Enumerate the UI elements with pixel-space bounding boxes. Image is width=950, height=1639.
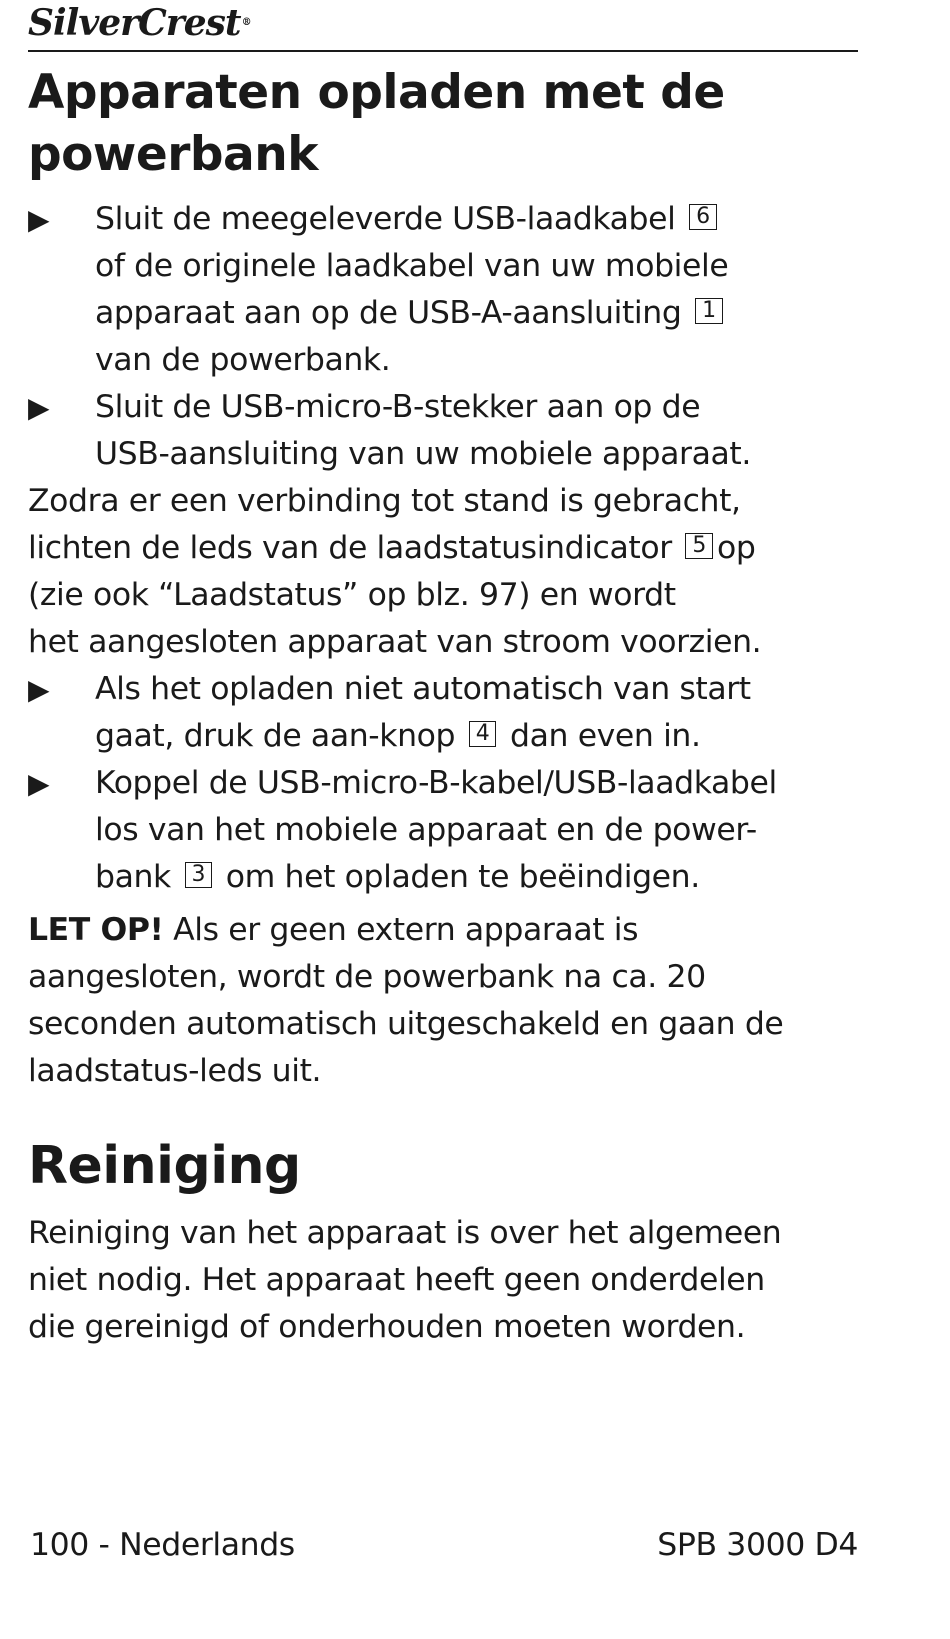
brand-logo [28, 2, 251, 44]
paragraph-line-2: lichten de leds van de laadstatusindicator [28, 530, 672, 566]
part-number-box: 5 [685, 533, 713, 559]
cleaning-line-2: niet nodig. Het apparaat heeft geen onderdelen [28, 1262, 765, 1298]
charging-content [28, 196, 858, 1095]
step-4-line-1: Koppel de USB-micro-B-kabel/USB-laadkabel [95, 765, 777, 801]
warning-line-4: laadstatus-leds uit. [28, 1053, 322, 1089]
cleaning-paragraph [28, 1210, 858, 1351]
warning-line-1: Als er geen extern apparaat is [173, 912, 639, 948]
instruction-step-3 [28, 666, 858, 760]
step-4-line-3-end: om het opladen te beëindigen. [225, 859, 700, 895]
step-3-line-2-end: dan even in. [510, 718, 701, 754]
part-number-box: 3 [185, 862, 213, 888]
cleaning-line-3: die gereinigd of onderhouden moeten worden. [28, 1309, 746, 1345]
step-4-line-2: los van het mobiele apparaat en de power- [95, 812, 757, 848]
brand-name: SilverCrest [28, 2, 241, 44]
arrow-right-icon: ▶ [28, 767, 50, 800]
arrow-right-icon: ▶ [28, 391, 50, 424]
section-heading-cleaning: Reiniging [28, 1136, 301, 1196]
heading-line-2: powerbank [28, 127, 318, 182]
page-number-label: 100 - Nederlands [30, 1527, 295, 1563]
model-number: SPB 3000 D4 [657, 1527, 858, 1563]
cleaning-line-1: Reiniging van het apparaat is over het algemeen [28, 1215, 782, 1251]
part-number-box: 1 [695, 298, 723, 324]
arrow-right-icon: ▶ [28, 673, 50, 706]
instruction-step-1 [28, 196, 858, 384]
section-heading-charging [28, 62, 858, 186]
step-1-line-3: apparaat aan op de USB-A-aansluiting [95, 295, 682, 331]
step-3-line-1: Als het opladen niet automatisch van start [95, 671, 751, 707]
step-2-line-1: Sluit de USB-micro-B-stekker aan op de [95, 389, 701, 425]
instruction-step-4 [28, 760, 858, 901]
warning-paragraph [28, 907, 858, 1095]
arrow-right-icon: ▶ [28, 203, 50, 236]
warning-line-3: seconden automatisch uitgeschakeld en gaan de [28, 1006, 784, 1042]
warning-line-2: aangesloten, wordt de powerbank na ca. 20 [28, 959, 706, 995]
instruction-step-2 [28, 384, 858, 478]
step-1-line-2: of de originele laadkabel van uw mobiele [95, 248, 729, 284]
paragraph-line-4: het aangesloten apparaat van stroom voorzien. [28, 624, 762, 660]
step-1-line-1: Sluit de meegeleverde USB-laadkabel [95, 201, 676, 237]
connection-paragraph [28, 478, 858, 666]
heading-line-1: Apparaten opladen met de [28, 65, 725, 120]
part-number-box: 6 [689, 204, 717, 230]
step-3-line-2: gaat, druk de aan-knop [95, 718, 456, 754]
registered-mark: ® [241, 17, 251, 28]
manual-page [28, 0, 858, 1639]
step-2-line-2: USB-aansluiting van uw mobiele apparaat. [95, 436, 751, 472]
header-divider [28, 50, 858, 52]
step-1-line-4: van de powerbank. [95, 342, 391, 378]
paragraph-line-2-end: op [716, 530, 756, 566]
warning-label: LET OP! [28, 912, 164, 948]
paragraph-line-3: (zie ook “Laadstatus” op blz. 97) en wordt [28, 577, 676, 613]
paragraph-line-1: Zodra er een verbinding tot stand is gebracht, [28, 483, 741, 519]
step-4-line-3: bank [95, 859, 171, 895]
part-number-box: 4 [469, 721, 497, 747]
